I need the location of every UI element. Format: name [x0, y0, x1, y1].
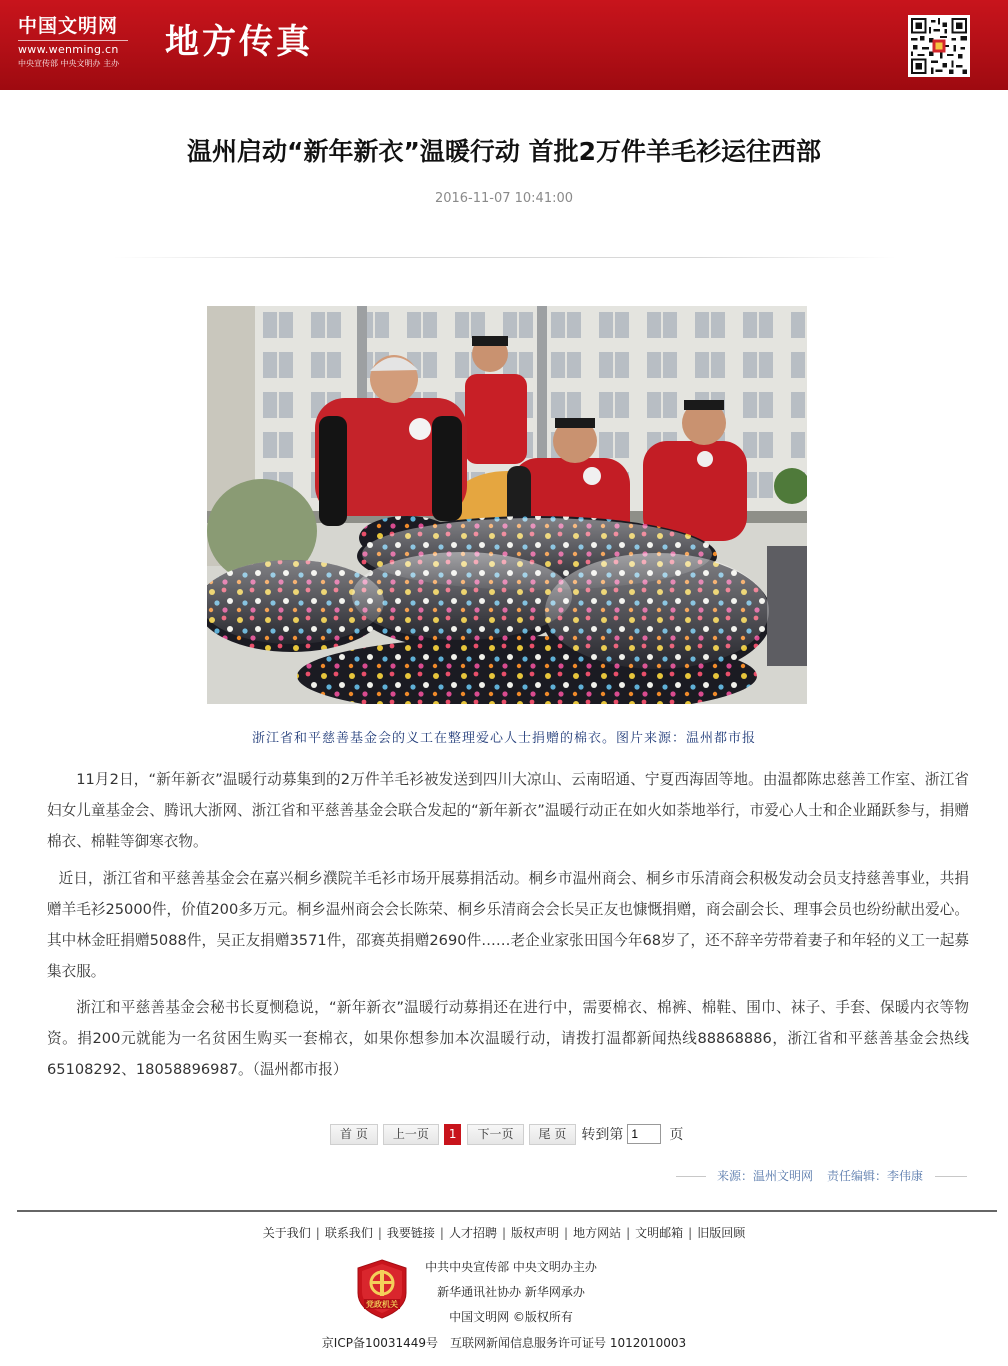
link-separator: | — [626, 1226, 631, 1240]
footer-copyright: 中国文明网 ©版权所有 — [449, 1310, 573, 1324]
photo-caption: 浙江省和平慈善基金会的义工在整理爱心人士捐赠的棉衣。图片来源：温州都市报 — [251, 731, 756, 746]
footer-icp — [0, 1334, 1008, 1352]
footer-co-organizer: 新华通讯社协办 新华网承办 — [437, 1285, 585, 1299]
site-logo[interactable] — [18, 14, 128, 76]
site-header — [0, 0, 1008, 90]
link-separator: | — [315, 1226, 320, 1240]
link-separator: | — [377, 1226, 382, 1240]
goto-page-input[interactable] — [627, 1124, 661, 1144]
source-line — [717, 1167, 937, 1185]
article-paragraph-1: 11月2日，“新年新衣”温暖行动募集到的2万件羊毛衫被发送到四川大凉山、云南昭通、宁夏西海固等地。由温都陈忠慈善工作室、浙江省妇女儿童基金会、腾讯大浙网、浙江省和平慈善基金会联合发起的“新年新衣”温暖行动正在如火如荼地举行，市爱心人士和企业踊跃参与，捐赠棉衣、棉鞋等御寒衣物。 — [47, 771, 969, 850]
logo-sponsor: 中央宣传部 中央文明办 主办 — [18, 59, 120, 68]
article-paragraph-3: 浙江和平慈善基金会秘书长夏恻稳说，“新年新衣”温暖行动募捐还在进行中，需要棉衣、棉裤、棉鞋、围巾、袜子、手套、保暖内衣等物资。捐200元就能为一名贫困生购买一套棉衣，如果你想参加本次温暖行动，请拨打温都新闻热线88868886，浙江省和平慈善基金会热线65108292、18058896987。（温州都市报） — [47, 999, 969, 1078]
source-divider-right — [935, 1176, 967, 1177]
logo-name: 中国文明网 — [18, 15, 119, 37]
footer-links — [0, 1223, 1008, 1243]
link-separator: | — [564, 1226, 569, 1240]
qr-code-icon — [908, 15, 970, 77]
pagination — [330, 1123, 687, 1145]
responsible-editor: 责任编辑：李伟康 — [827, 1169, 924, 1183]
prev-page-button[interactable]: 上一页 — [383, 1124, 439, 1145]
article-paragraph-2: 近日，浙江省和平慈善基金会在嘉兴桐乡濮院羊毛衫市场开展募捐活动。桐乡市温州商会、桐乡市乐清商会积极发动会员支持慈善事业，共捐赠羊毛衫25000件，价值200多万元。桐乡温州商会会长陈荣、桐乡乐清商会会长吴正友也慷慨捐赠，商会副会长、理事会员也纷纷献出爱心。其中林金旺捐赠5088件，吴正友捐赠3571件，邵赛英捐赠2690件……老企业家张田国今年68岁了，还不辞辛劳带着妻子和年轻的义工一起募集衣服。 — [47, 870, 969, 980]
logo-url: www.wenming.cn — [18, 40, 128, 58]
badge-text: 党政机关 — [366, 1300, 398, 1309]
footer-link-about[interactable]: 关于我们 — [262, 1226, 311, 1240]
footer-link-mail[interactable]: 文明邮箱 — [635, 1226, 684, 1240]
goto-label: 转到第 — [581, 1127, 624, 1143]
link-separator: | — [688, 1226, 693, 1240]
link-separator: | — [439, 1226, 444, 1240]
news-license: 互联网新闻信息服务许可证号 1012010003 — [450, 1336, 687, 1350]
footer-link-old-version[interactable]: 旧版回顾 — [697, 1226, 746, 1240]
article-source: 来源：温州文明网 — [717, 1169, 814, 1183]
footer-link-local-sites[interactable]: 地方网站 — [573, 1226, 622, 1240]
footer-link-jobs[interactable]: 人才招聘 — [448, 1226, 497, 1240]
publish-date: 2016-11-07 10:41:00 — [434, 191, 574, 206]
footer-link-contact[interactable]: 联系我们 — [324, 1226, 373, 1240]
article-photo — [207, 306, 807, 704]
footer-sponsor: 中共中央宣传部 中央文明办主办 — [425, 1260, 597, 1274]
current-page: 1 — [444, 1124, 462, 1145]
footer-link-copyright[interactable]: 版权声明 — [511, 1226, 560, 1240]
source-divider-left — [676, 1176, 706, 1177]
icp-number[interactable]: 京ICP备10031449号 — [321, 1336, 439, 1350]
footer-divider — [17, 1210, 997, 1212]
link-separator: | — [501, 1226, 507, 1240]
party-government-badge-icon[interactable] — [356, 1259, 408, 1319]
first-page-button[interactable]: 首 页 — [330, 1124, 378, 1145]
article-title: 温州启动“新年新衣”温暖行动 首批2万件羊毛衫运往西部 — [187, 137, 821, 166]
title-divider — [113, 257, 896, 258]
goto-suffix: 页 — [669, 1127, 684, 1143]
last-page-button[interactable]: 尾 页 — [529, 1124, 577, 1145]
footer-link-link-us[interactable]: 我要链接 — [386, 1226, 435, 1240]
section-title: 地方传真 — [165, 22, 313, 62]
next-page-button[interactable]: 下一页 — [467, 1124, 523, 1145]
